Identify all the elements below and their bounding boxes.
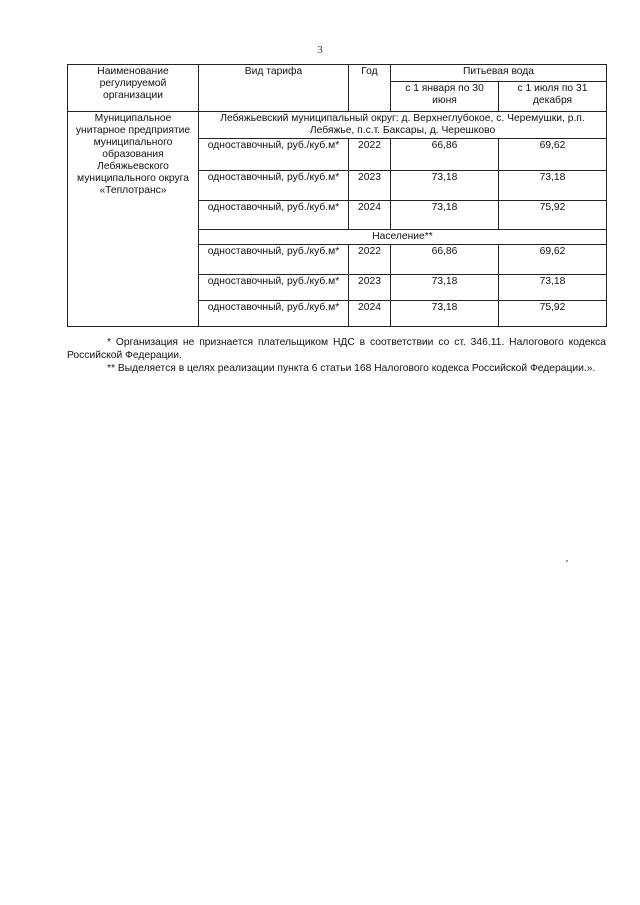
footnote-vat: * Организация не признается плательщиком НДС в соответствии со ст. 346.11. Налогового кодекса Российской Федерации.	[67, 337, 606, 361]
tariff-type-cell: одноставочный, руб./куб.м*	[199, 201, 349, 230]
footnotes	[67, 336, 606, 375]
price-second-half-cell: 69,62	[499, 139, 607, 171]
tariff-type-cell: одноставочный, руб./куб.м*	[199, 301, 349, 327]
price-first-half-cell: 73,18	[391, 275, 499, 301]
header-organization: Наименование регулируемой организации	[68, 65, 199, 112]
price-first-half-cell: 73,18	[391, 171, 499, 201]
price-second-half-cell: 73,18	[499, 171, 607, 201]
tariff-type-cell: одноставочный, руб./куб.м*	[199, 139, 349, 171]
tariff-table	[67, 64, 607, 327]
page-number: 3	[317, 44, 323, 56]
tariff-type-cell: одноставочный, руб./куб.м*	[199, 245, 349, 275]
year-cell: 2022	[349, 245, 391, 275]
price-second-half-cell: 75,92	[499, 301, 607, 327]
footnote-population: ** Выделяется в целях реализации пункта 6 статьи 168 Налогового кодекса Российской Федерации.».	[107, 363, 596, 374]
price-second-half-cell: 75,92	[499, 201, 607, 230]
header-drinking-water: Питьевая вода	[391, 65, 607, 82]
tariff-type-cell: одноставочный, руб./куб.м*	[199, 275, 349, 301]
price-first-half-cell: 73,18	[391, 201, 499, 230]
scan-speck	[566, 560, 568, 562]
header-period-second-half: с 1 июля по 31 декабря	[499, 82, 607, 112]
organization-name: Муниципальное унитарное предприятие муниципального образования Лебяжьевского муниципального округа «Теплотранс»	[68, 112, 199, 327]
header-tariff-type: Вид тарифа	[199, 65, 349, 112]
year-cell: 2024	[349, 201, 391, 230]
territory-row: Лебяжьевский муниципальный округ: д. Верхнеглубокое, с. Черемушки, р.п. Лебяжье, п.с.т. Баксары, д. Черешково	[199, 112, 607, 139]
year-cell: 2023	[349, 171, 391, 201]
header-period-first-half: с 1 января по 30 июня	[391, 82, 499, 112]
population-section-label: Население**	[199, 230, 607, 245]
year-cell: 2024	[349, 301, 391, 327]
price-second-half-cell: 73,18	[499, 275, 607, 301]
price-second-half-cell: 69,62	[499, 245, 607, 275]
price-first-half-cell: 66,86	[391, 245, 499, 275]
price-first-half-cell: 66,86	[391, 139, 499, 171]
tariff-type-cell: одноставочный, руб./куб.м*	[199, 171, 349, 201]
header-year: Год	[349, 65, 391, 112]
year-cell: 2022	[349, 139, 391, 171]
price-first-half-cell: 73,18	[391, 301, 499, 327]
year-cell: 2023	[349, 275, 391, 301]
